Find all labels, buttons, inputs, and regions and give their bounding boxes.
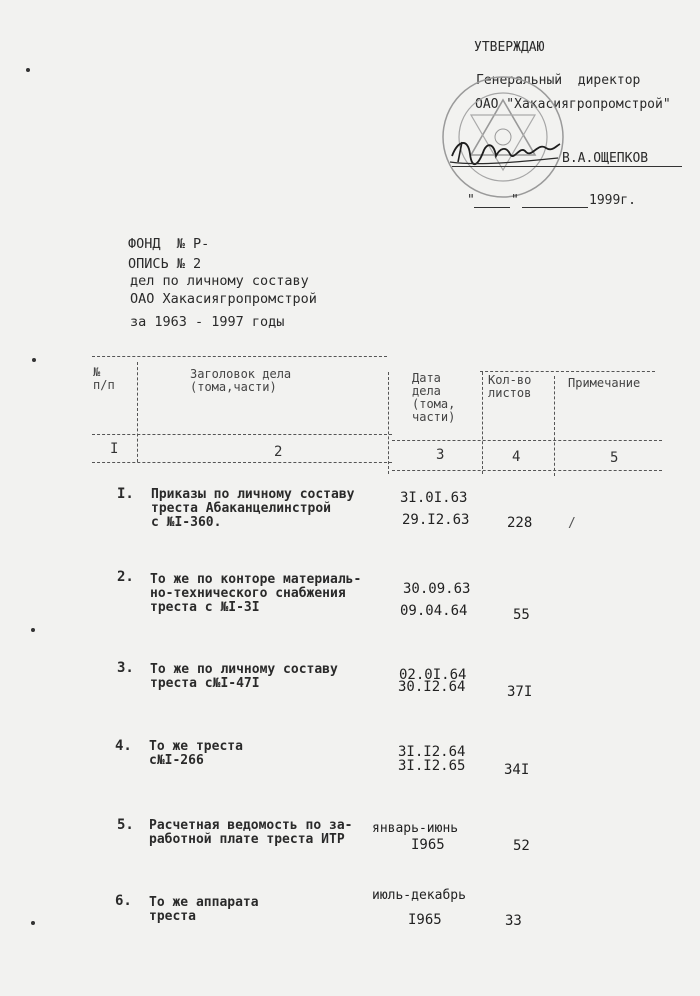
table-row-date-end: 3I.I2.65 (398, 758, 466, 774)
table-top-line (480, 371, 655, 372)
table-row-date-end: 29.I2.63 (402, 512, 470, 528)
signature-line (452, 166, 682, 167)
table-row-date-start: 30.09.63 (403, 581, 471, 597)
approval-org: ОАО "Хакасиягропромстрой" (475, 97, 671, 112)
header-divider (392, 440, 662, 441)
column-number-4: 4 (512, 449, 521, 465)
approval-name: В.А.ОЩЕПКОВ (562, 151, 649, 166)
table-row-title: Расчетная ведомость по за- работной плате треста ИТР (149, 818, 353, 847)
table-row-sheets: 33 (505, 913, 522, 929)
table-row-date-end: 30.I2.64 (398, 679, 466, 695)
table-row-title: То же аппарата треста (149, 895, 259, 924)
table-row-number: 2. (117, 569, 134, 585)
table-row-number: 6. (115, 893, 132, 909)
column-number-divider (92, 462, 392, 463)
table-row-number: I. (117, 486, 134, 502)
table-row-title: Приказы по личному составу треста Абаканцелинстрой с №I-360. (151, 487, 355, 530)
header-num: № п/п (93, 365, 115, 392)
table-row-number: 5. (117, 817, 134, 833)
table-top-line (92, 356, 387, 357)
column-number-2: 2 (274, 444, 283, 460)
organization-name: ОАО Хакасиягропромстрой (130, 291, 317, 307)
approval-date-year: 1999г. (589, 193, 636, 208)
table-row-sheets: 52 (513, 838, 530, 854)
approval-heading: УТВЕРЖДАЮ (474, 40, 545, 55)
period-range: за 1963 - 1997 годы (130, 314, 285, 330)
table-row-sheets: 55 (513, 607, 530, 623)
header-date: Дата дела (тома, части) (412, 371, 456, 424)
header-divider (92, 434, 392, 435)
table-row-date-end: I965 (408, 912, 442, 928)
table-row-title: То же по личному составу треста с№I-47I (150, 662, 338, 691)
inventory-number: ОПИСЬ № 2 (128, 256, 202, 272)
date-month-line (522, 207, 588, 208)
table-row-title: То же треста с№I-266 (149, 739, 243, 768)
table-row-date-end: 09.04.64 (400, 603, 468, 619)
inventory-subject: дел по личному составу (130, 273, 309, 289)
approval-quote-left: " (467, 193, 475, 208)
column-number-3: 3 (436, 447, 445, 463)
table-row-date-start: 02.0I.64 (399, 667, 467, 683)
column-number-1: I (110, 441, 119, 457)
table-row-title: То же по конторе материаль- но-технического снабжения треста с №I-3I (150, 572, 362, 615)
date-day-line (474, 207, 510, 208)
approval-quote-right: " (511, 193, 519, 208)
binder-dot (31, 628, 35, 632)
column-number-divider (392, 470, 662, 471)
table-row-date-end: I965 (411, 837, 445, 853)
column-separator (482, 372, 483, 474)
stray-mark: / (568, 516, 576, 531)
column-separator (554, 376, 555, 476)
binder-dot (31, 921, 35, 925)
table-row-sheets: 37I (507, 684, 533, 700)
table-row-date-start: 3I.I2.64 (398, 744, 466, 760)
table-row-sheets: 34I (504, 762, 530, 778)
table-row-date-start: июль-декабрь (372, 888, 466, 903)
table-row-sheets: 228 (507, 515, 533, 531)
table-row-date-start: 3I.0I.63 (400, 490, 468, 506)
approval-position: Генеральный директор (476, 73, 641, 88)
fund-number: ФОНД № Р- (128, 236, 210, 252)
table-row-number: 4. (115, 738, 132, 754)
column-number-5: 5 (610, 450, 619, 466)
column-separator (388, 372, 389, 474)
binder-dot (26, 68, 30, 72)
header-count: Кол-во листов (488, 373, 532, 400)
binder-dot (32, 358, 36, 362)
header-note: Примечание (568, 376, 641, 390)
table-row-number: 3. (117, 660, 134, 676)
table-row-date-start: январь-июнь (372, 821, 459, 836)
column-separator (137, 362, 138, 462)
header-title: Заголовок дела (тома,части) (190, 367, 292, 394)
